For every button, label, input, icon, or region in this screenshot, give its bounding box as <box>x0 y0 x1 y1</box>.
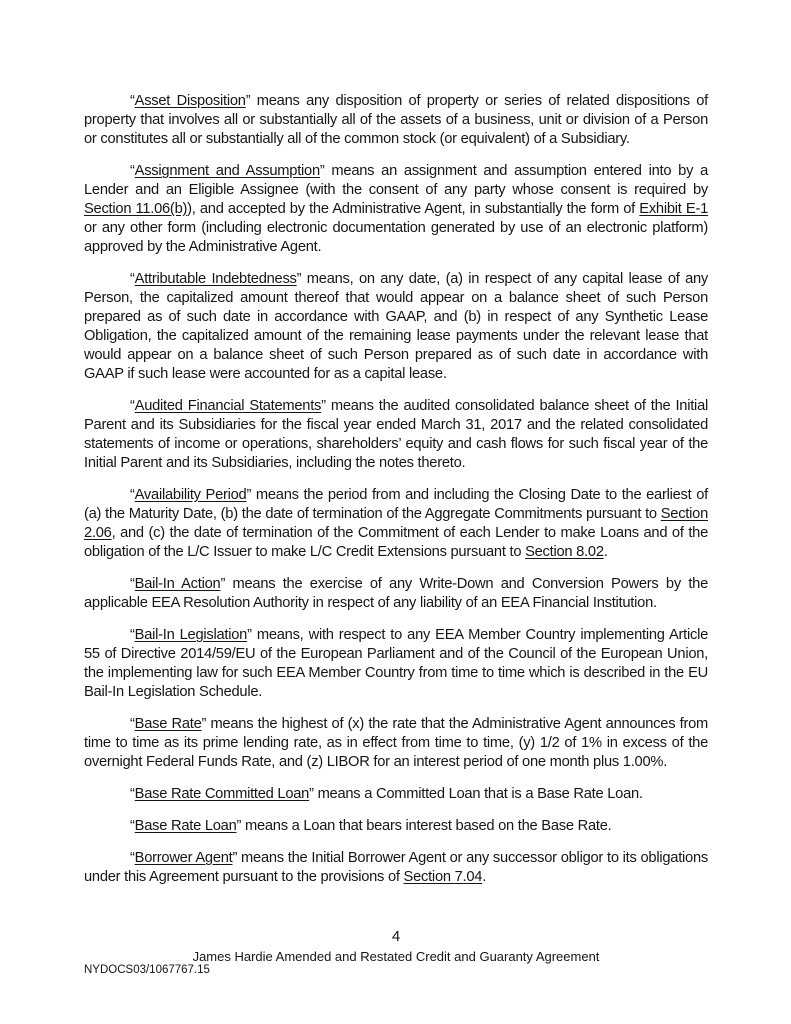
text-run: “ <box>130 398 135 414</box>
text-run: ” means a Loan that bears interest based on the Base Rate. <box>236 818 612 834</box>
definition-paragraph <box>84 817 708 836</box>
text-run: . <box>482 869 487 885</box>
text-run: “ <box>130 163 135 179</box>
defined-term: Borrower Agent <box>134 850 233 866</box>
document-body <box>84 92 708 900</box>
exhibit-reference: Exhibit E-1 <box>639 201 709 217</box>
text-run: “ <box>130 271 135 287</box>
text-run: “ <box>130 786 135 802</box>
text-run: , and (c) the date of termination of the Commitment of each Lender to make Loans and of the obligation of the L/C Issuer to make L/C Credit Extensions pursuant to <box>84 525 708 560</box>
text-run: or any other form (including electronic documentation generated by use of an electronic platform) approved by the Administrative Agent. <box>84 220 708 255</box>
footer-document-title: James Hardie Amended and Restated Credit and Guaranty Agreement <box>192 949 600 964</box>
definition-paragraph <box>84 849 708 887</box>
text-run: “ <box>130 627 135 643</box>
text-run: “ <box>130 487 135 503</box>
definition-paragraph <box>84 92 708 149</box>
text-run: “ <box>130 818 135 834</box>
text-run: ” means the highest of (x) the rate that the Administrative Agent announces from time to time as its prime lending rate, as in effect from time to time, (y) 1/2 of 1% in excess of the overnight Federal Funds Rate, and (z) LIBOR for an interest period of one month plus 1.00%. <box>84 716 708 770</box>
defined-term: Asset Disposition <box>134 93 246 109</box>
text-run: ” means any disposition of property or series of related dispositions of property that involves all or substantially all of the assets of a business, unit or division of a Person or constitutes all or substantially all of the common stock (or equivalent) of a Subsidiary. <box>84 93 708 147</box>
text-run: ” means an assignment and assumption entered into by a Lender and an Eligible Assignee (with the consent of any party whose consent is required by <box>84 163 708 198</box>
text-run: “ <box>130 576 135 592</box>
definition-paragraph <box>84 715 708 772</box>
text-run: ), and accepted by the Administrative Agent, in substantially the form of <box>187 201 640 217</box>
section-reference: Section 11.06(b) <box>84 201 188 217</box>
defined-term: Availability Period <box>134 487 247 503</box>
text-run: ” means a Committed Loan that is a Base Rate Loan. <box>309 786 643 802</box>
definition-paragraph <box>84 397 708 473</box>
defined-term: Audited Financial Statements <box>134 398 322 414</box>
definition-paragraph <box>84 270 708 384</box>
text-run: ” means, on any date, (a) in respect of any capital lease of any Person, the capitalized amount thereof that would appear on a balance sheet of such Person prepared as of such date in accordance with GAAP, and (b) in respect of any Synthetic Lease Obligation, the capitalized amount of the remaining lease payments under the relevant lease that would appear on a balance sheet of such Person prepared as of such date in accordance with GAAP if such lease were accounted for as a capital lease. <box>84 271 709 382</box>
defined-term: Attributable Indebtedness <box>134 271 297 287</box>
text-run: ” means the audited consolidated balance sheet of the Initial Parent and its Subsidiaries for the fiscal year ended March 31, 2017 and the related consolidated statements of income or operations, shareholders’ equity and cash flows for such fiscal year of the Initial Parent and its Subsidiaries, including the notes thereto. <box>84 398 708 471</box>
text-run: ” means the Initial Borrower Agent or any successor obligor to its obligations under this Agreement pursuant to the provisions of <box>84 850 708 885</box>
section-reference: Section 7.04 <box>403 869 483 885</box>
defined-term: Bail-In Legislation <box>134 627 248 643</box>
text-run: ” means the period from and including the Closing Date to the earliest of (a) the Maturity Date, (b) the date of termination of the Aggregate Commitments pursuant to <box>84 487 708 522</box>
text-run: ” means, with respect to any EEA Member Country implementing Article 55 of Directive 2014/59/EU of the European Parliament and of the Council of the European Union, the implementing law for such EEA Member Country from time to time which is described in the EU Bail-In Legislation Schedule. <box>84 627 709 700</box>
defined-term: Assignment and Assumption <box>134 163 320 179</box>
definition-paragraph <box>84 785 708 804</box>
defined-term: Bail-In Action <box>134 576 221 592</box>
defined-term: Base Rate Loan <box>134 818 237 834</box>
text-run: “ <box>130 850 135 866</box>
defined-term: Base Rate <box>134 716 202 732</box>
text-run: “ <box>130 93 135 109</box>
page-footer <box>84 928 708 965</box>
text-run: “ <box>130 716 135 732</box>
document-reference-number: NYDOCS03/1067767.15 <box>84 964 210 976</box>
section-reference: Section 8.02 <box>525 544 604 560</box>
definition-paragraph <box>84 486 708 562</box>
section-reference: Section 2.06 <box>84 506 708 541</box>
page-number: 4 <box>391 928 401 945</box>
definition-paragraph <box>84 162 708 257</box>
definition-paragraph <box>84 626 708 702</box>
text-run: . <box>603 544 608 560</box>
defined-term: Base Rate Committed Loan <box>134 786 310 802</box>
text-run: ” means the exercise of any Write-Down and Conversion Powers by the applicable EEA Resolution Authority in respect of any liability of an EEA Financial Institution. <box>84 576 708 611</box>
definition-paragraph <box>84 575 708 613</box>
